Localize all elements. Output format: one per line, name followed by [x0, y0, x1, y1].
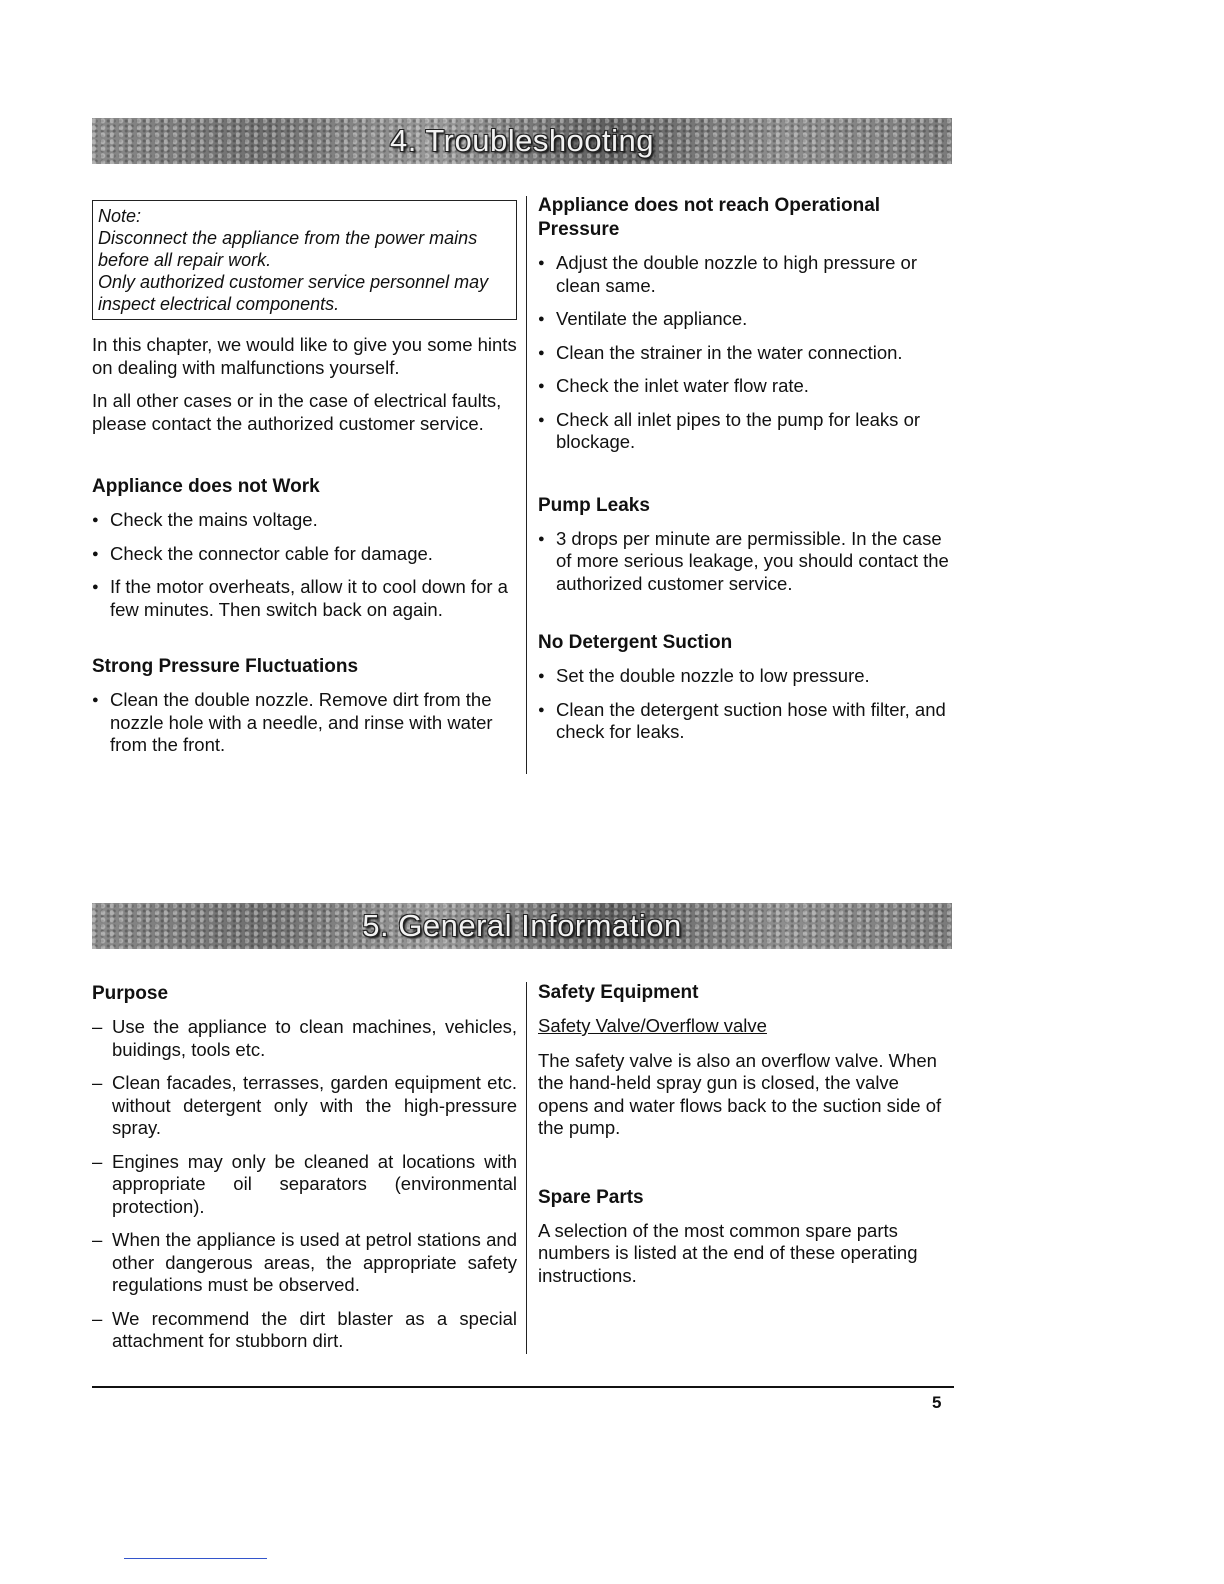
- no-detergent-list: [538, 665, 954, 744]
- list-item: – Engines may only be cleaned at locations with appropriate oil separators (environmental protection).: [92, 1151, 517, 1219]
- note-line: Disconnect the appliance from the power mains before all repair work.: [98, 228, 478, 270]
- note-label: Note:: [98, 206, 142, 226]
- section-banner-troubleshooting: [92, 118, 952, 164]
- heading-no-pressure: Appliance does not reach Operational Pressure: [538, 195, 881, 240]
- not-work-list: [92, 509, 517, 621]
- page-number: 5: [932, 1393, 942, 1412]
- list-item: ● Check the mains voltage.: [92, 509, 517, 532]
- section-banner-general-information: [92, 903, 952, 949]
- list-item: ● Check all inlet pipes to the pump for leaks or blockage.: [538, 409, 954, 454]
- heading-no-detergent: No Detergent Suction: [538, 632, 733, 653]
- footer-link-underline: [124, 1558, 267, 1559]
- heading-safety: Safety Equipment: [538, 982, 699, 1003]
- pump-leaks-list: [538, 528, 954, 596]
- heading-purpose: Purpose: [92, 983, 169, 1004]
- list-item: ● Set the double nozzle to low pressure.: [538, 665, 954, 688]
- safety-subheading: Safety Valve/Overflow valve: [538, 1015, 767, 1036]
- column-divider: [526, 982, 527, 1354]
- list-item: ● Ventilate the appliance.: [538, 308, 954, 331]
- no-pressure-list: [538, 252, 954, 454]
- troubleshooting-left-column: [92, 200, 517, 768]
- list-item: ● Clean the strainer in the water connection.: [538, 342, 954, 365]
- safety-text: The safety valve is also an overflow valve. When the hand-held spray gun is closed, the valve opens and water flows back to the suction side of the pump.: [538, 1049, 942, 1138]
- list-item: – Clean facades, terrasses, garden equipment etc. without detergent only with the high-pressure spray.: [92, 1072, 517, 1140]
- list-item: – When the appliance is used at petrol stations and other dangerous areas, the appropriate safety regulations must be observed.: [92, 1229, 517, 1297]
- heading-spare-parts: Spare Parts: [538, 1186, 644, 1208]
- purpose-list: [92, 1016, 517, 1353]
- list-item: ● Clean the detergent suction hose with filter, and check for leaks.: [538, 699, 954, 744]
- section-title: 5. General Information: [362, 908, 682, 943]
- general-left-column: [92, 982, 517, 1364]
- footer-rule: [92, 1386, 954, 1388]
- general-right-column: [538, 981, 954, 1298]
- list-item: ● Check the inlet water flow rate.: [538, 375, 954, 398]
- list-item: – Use the appliance to clean machines, vehicles, buidings, tools etc.: [92, 1016, 517, 1061]
- list-item: ● Adjust the double nozzle to high pressure or clean same.: [538, 252, 954, 297]
- note-box: [92, 200, 517, 320]
- intro-paragraph: In this chapter, we would like to give you some hints on dealing with malfunctions yourself.: [92, 334, 517, 378]
- note-line: Only authorized customer service personnel may inspect electrical components.: [98, 272, 489, 314]
- troubleshooting-right-column: [538, 194, 954, 755]
- heading-pump-leaks: Pump Leaks: [538, 494, 650, 516]
- fluctuations-list: [92, 689, 517, 757]
- list-item: ● Check the connector cable for damage.: [92, 543, 517, 566]
- list-item: ● 3 drops per minute are permissible. In the case of more serious leakage, you should contact the authorized customer service.: [538, 528, 954, 596]
- list-item: – We recommend the dirt blaster as a special attachment for stubborn dirt.: [92, 1308, 517, 1353]
- column-divider: [526, 196, 527, 774]
- list-item: ● If the motor overheats, allow it to cool down for a few minutes. Then switch back on again.: [92, 576, 517, 621]
- list-item: ● Clean the double nozzle. Remove dirt from the nozzle hole with a needle, and rinse with water from the front.: [92, 689, 517, 757]
- section-title: 4. Troubleshooting: [389, 123, 655, 158]
- heading-fluctuations: Strong Pressure Fluctuations: [92, 656, 359, 677]
- intro-paragraph: In all other cases or in the case of electrical faults, please contact the authorized customer service.: [92, 390, 502, 434]
- heading-not-work: Appliance does not Work: [92, 476, 320, 497]
- spare-parts-text: A selection of the most common spare parts numbers is listed at the end of these operating instructions.: [538, 1219, 918, 1286]
